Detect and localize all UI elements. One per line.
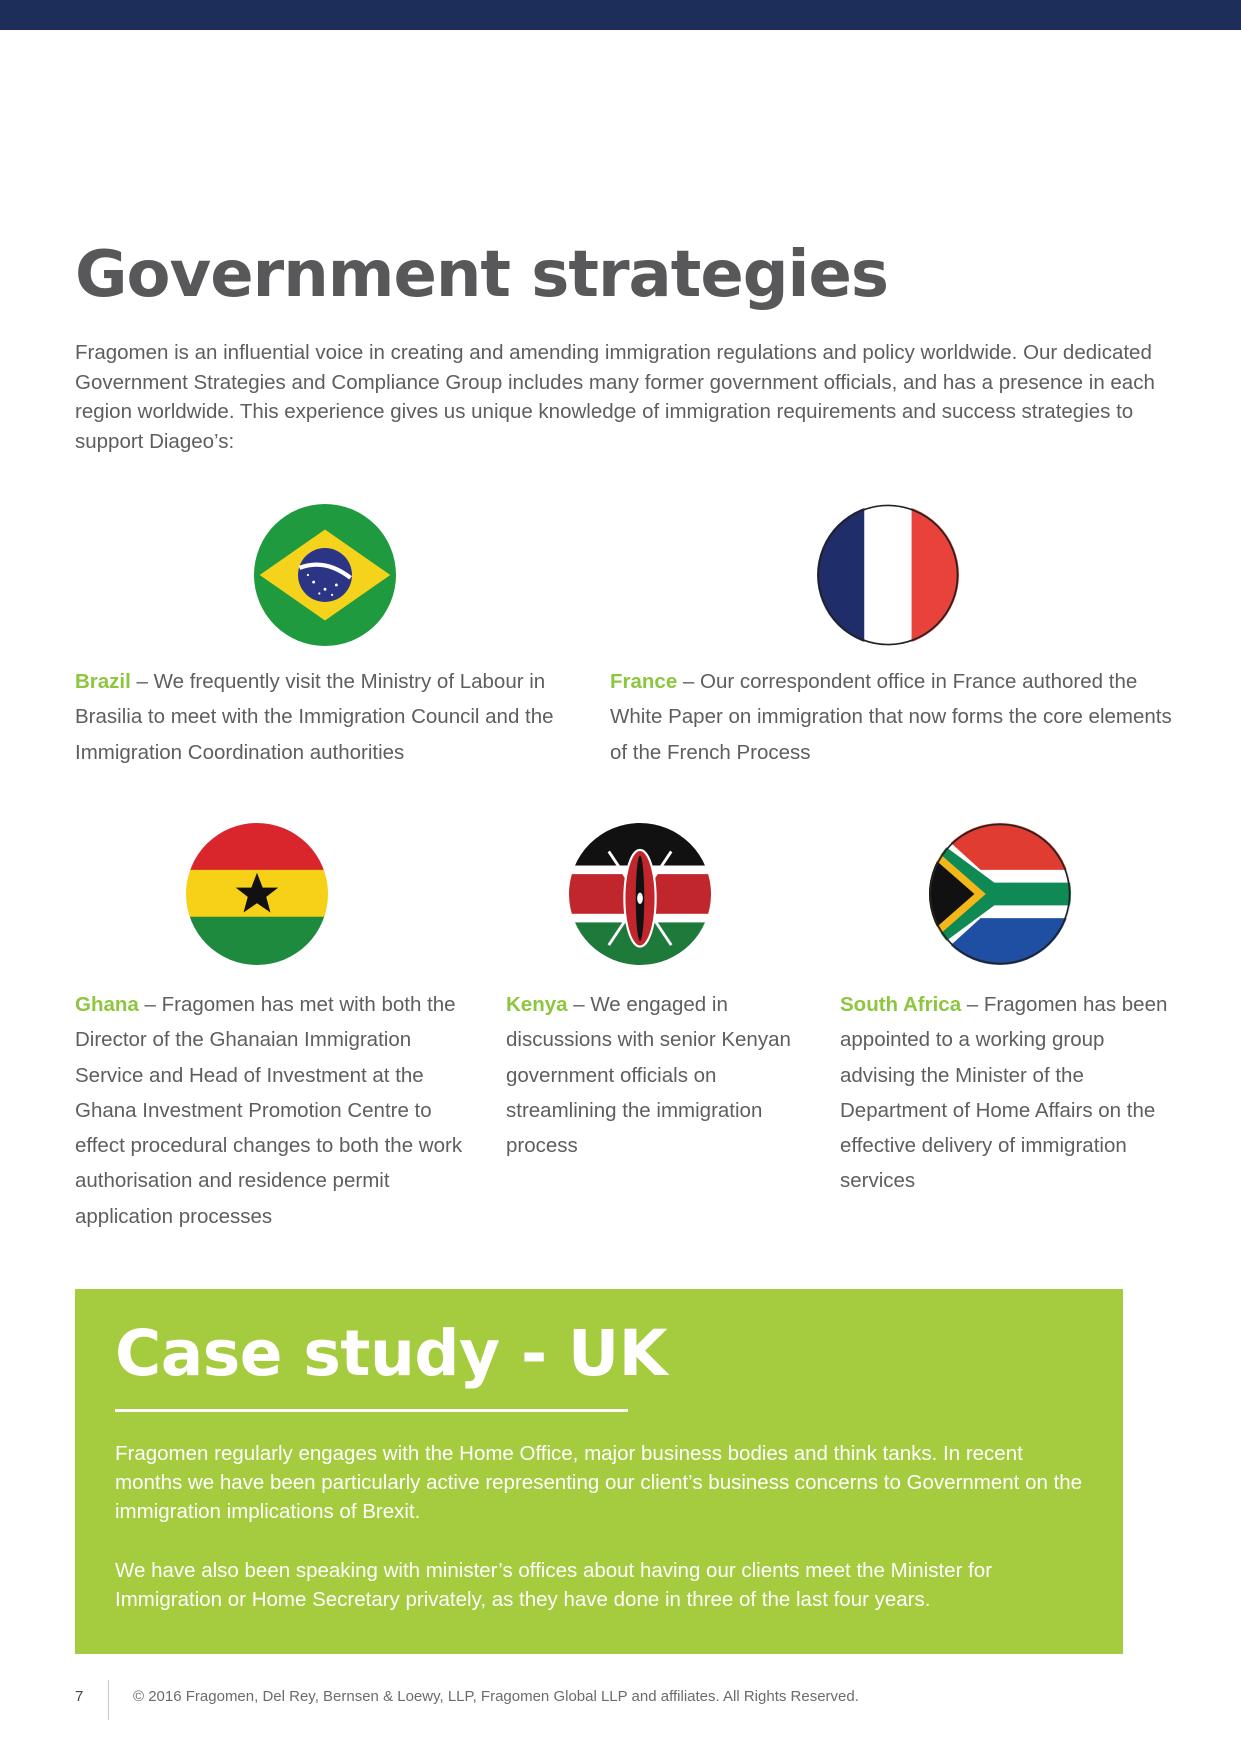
copyright-text: © 2016 Fragomen, Del Rey, Bernsen & Loewy, LLP, Fragomen Global LLP and affiliates. All Rights Reserved. xyxy=(133,1688,859,1705)
footer-divider xyxy=(108,1680,109,1720)
south-africa-caption: South Africa – Fragomen has been appointed to a working group advising the Minister of the Department of Home Affairs on the effective delivery of immigration services xyxy=(840,993,1168,1193)
brazil-text: We frequently visit the Ministry of Labour in Brasilia to meet with the Immigration Council and the Immigration Coordination authorities xyxy=(75,670,554,764)
brazil-name: Brazil xyxy=(75,670,131,693)
brazil-caption: Brazil – We frequently visit the Ministry of Labour in Brasilia to meet with the Immigration Council and the Immigration Coordination authorities xyxy=(75,670,554,764)
ghana-flag-icon xyxy=(186,823,328,965)
page-number: 7 xyxy=(75,1688,84,1705)
intro-paragraph: Fragomen is an influential voice in creating and amending immigration regulations and policy worldwide. Our dedicated Government Strategies and Compliance Group includes many former government officials, and has a presence in each region worldwide. This experience gives us unique knowledge of immigration requirements and success strategies to support Diageo’s: xyxy=(75,341,1155,453)
south-africa-flag-icon xyxy=(929,823,1071,965)
kenya-caption: Kenya – We engaged in discussions with senior Kenyan government officials on streamlining the immigration process xyxy=(506,993,791,1158)
kenya-flag-icon xyxy=(569,823,711,965)
ghana-name: Ghana xyxy=(75,993,139,1016)
case-study-divider xyxy=(115,1409,628,1412)
case-study-box xyxy=(75,1289,1123,1654)
top-bar xyxy=(0,0,1241,30)
kenya-text: We engaged in discussions with senior Kenyan government officials on streamlining the immigration process xyxy=(506,993,791,1158)
south-africa-text: Fragomen has been appointed to a working group advising the Minister of the Department of Home Affairs on the effective delivery of immigration services xyxy=(840,993,1168,1193)
kenya-name: Kenya xyxy=(506,993,568,1016)
brazil-flag-icon xyxy=(254,504,396,646)
ghana-text: Fragomen has met with both the Director of the Ghanaian Immigration Service and Head of Investment at the Ghana Investment Promotion Centre to effect procedural changes to both the work authorisation and residence permit application processes xyxy=(75,993,463,1228)
page-title: Government strategies xyxy=(75,238,888,312)
ghana-caption: Ghana – Fragomen has met with both the Director of the Ghanaian Immigration Service and Head of Investment at the Ghana Investment Promotion Centre to effect procedural changes to both the work authorisation and residence permit application processes xyxy=(75,993,463,1228)
case-study-paragraph-1: Fragomen regularly engages with the Home Office, major business bodies and think tanks. In recent months we have been particularly active representing our client’s business concerns to Government on the immigration implications of Brexit. xyxy=(115,1442,1083,1523)
case-study-paragraph-2: We have also been speaking with minister’s offices about having our clients meet the Minister for Immigration or Home Secretary privately, as they have done in three of the last four years. xyxy=(115,1559,993,1611)
south-africa-name: South Africa xyxy=(840,993,962,1016)
france-text: Our correspondent office in France authored the White Paper on immigration that now forms the core elements of the French Process xyxy=(610,670,1172,764)
case-study-title: Case study - UK xyxy=(115,1317,668,1390)
france-name: France xyxy=(610,670,678,693)
france-caption: France – Our correspondent office in France authored the White Paper on immigration that now forms the core elements of the French Process xyxy=(610,670,1172,764)
france-flag-icon xyxy=(817,504,959,646)
